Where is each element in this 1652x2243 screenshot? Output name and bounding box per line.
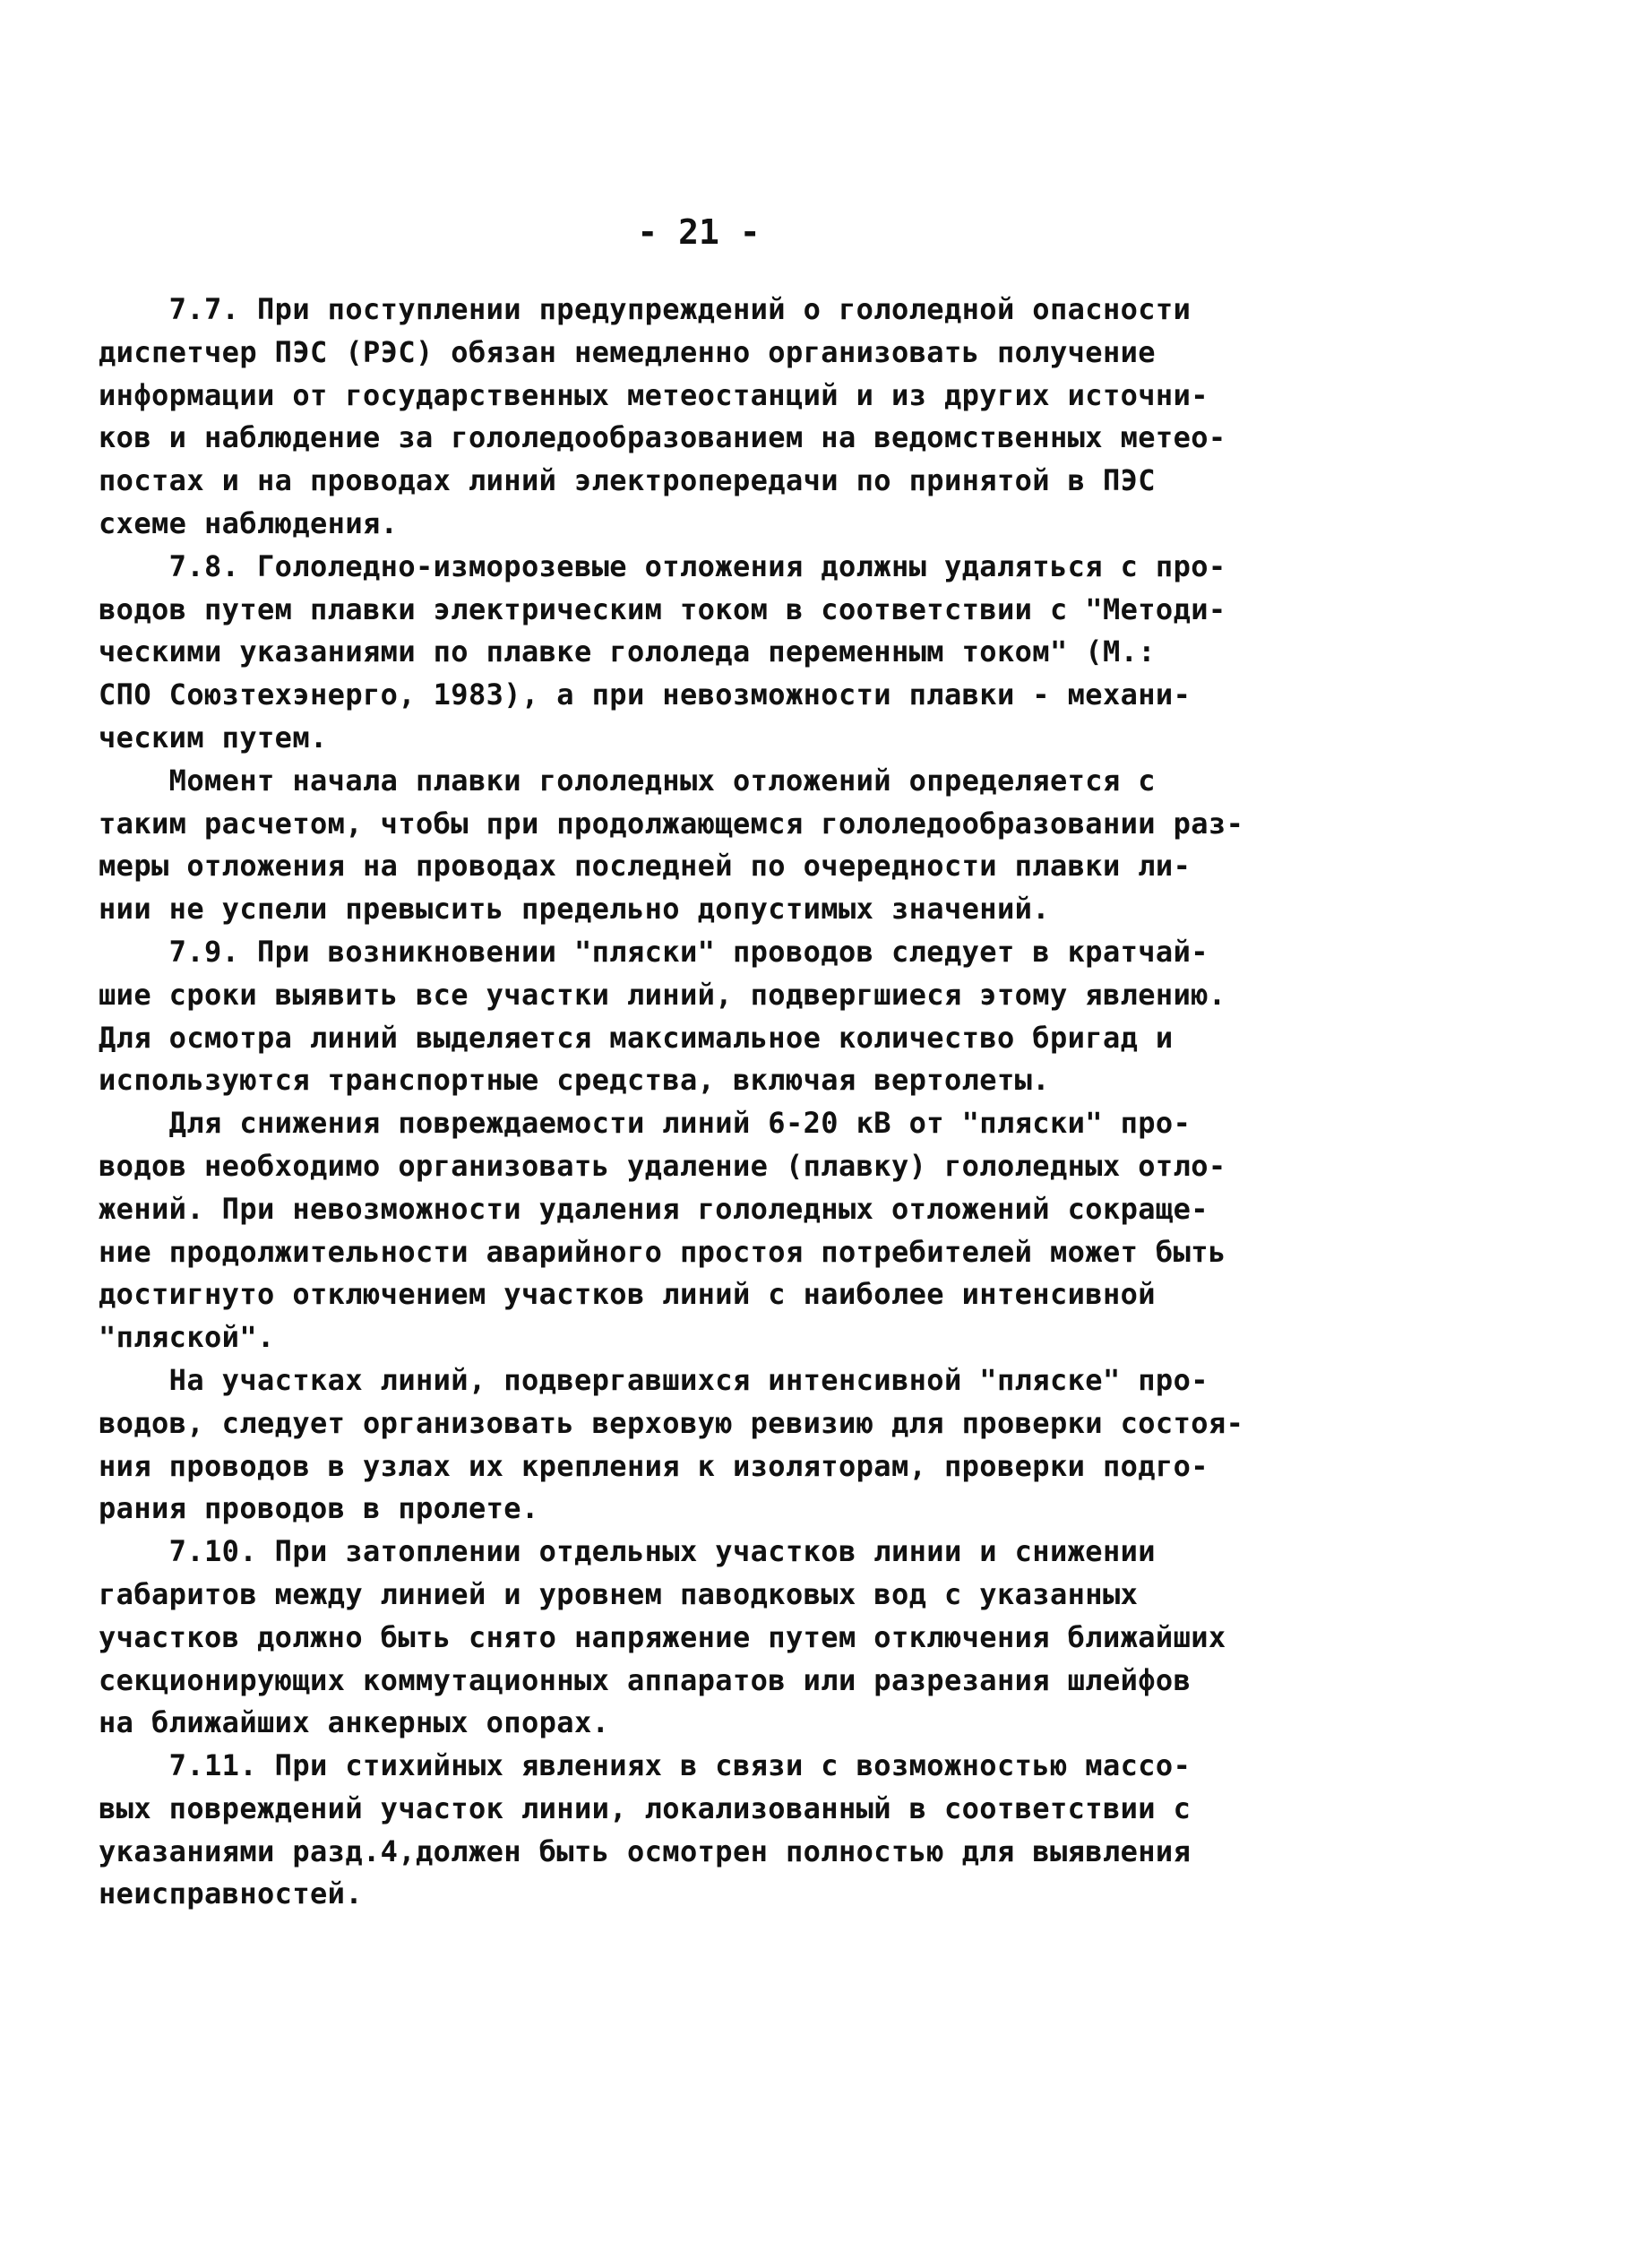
text-line: 7.7. При поступлении предупреждений о гололедной опасности <box>99 292 1192 326</box>
text-line: 7.11. При стихийных явлениях в связи с возможностью массо- <box>99 1748 1192 1783</box>
text-line: диспетчер ПЭС (РЭС) обязан немедленно организовать получение <box>99 334 1156 369</box>
text-line: шие сроки выявить все участки линий, подвергшиеся этому явлению. <box>99 977 1226 1012</box>
text-line: информации от государственных метеостанций и из других источни- <box>99 377 1209 412</box>
text-line: водов, следует организовать верховую ревизию для проверки состоя- <box>99 1405 1244 1440</box>
text-line: жений. При невозможности удаления гололедных отложений сокраще- <box>99 1191 1209 1226</box>
body-text <box>99 289 1263 1916</box>
text-line: используются транспортные средства, включая вертолеты. <box>99 1063 1050 1098</box>
text-line: габаритов между линией и уровнем паводковых вод с указанных <box>99 1576 1139 1611</box>
text-line: Момент начала плавки гололедных отложений определяется с <box>99 763 1156 798</box>
text-line: постах и на проводах линий электропередачи по принятой в ПЭС <box>99 463 1156 498</box>
text-line: На участках линий, подвергавшихся интенсивной "пляске" про- <box>99 1362 1209 1397</box>
text-line: водов необходимо организовать удаление (плавку) гололедных отло- <box>99 1148 1226 1183</box>
text-line: ческими указаниями по плавке гололеда переменным током" (М.: <box>99 634 1156 669</box>
text-line: рания проводов в пролете. <box>99 1491 539 1526</box>
text-line: Для осмотра линий выделяется максимальное количество бригад и <box>99 1020 1174 1055</box>
text-line: таким расчетом, чтобы при продолжающемся гололедообразовании раз- <box>99 806 1244 841</box>
text-line: неисправностей. <box>99 1876 363 1911</box>
text-line: ния проводов в узлах их крепления к изоляторам, проверки подго- <box>99 1448 1209 1483</box>
text-line: вых повреждений участок линии, локализованный в соответствии с <box>99 1790 1192 1825</box>
text-line: секционирующих коммутационных аппаратов или разрезания шлейфов <box>99 1662 1192 1697</box>
page-number: - 21 - <box>637 212 761 252</box>
text-line: 7.10. При затоплении отдельных участков линии и снижении <box>99 1534 1156 1569</box>
text-line: на ближайших анкерных опорах. <box>99 1705 610 1740</box>
text-line: ческим путем. <box>99 720 328 755</box>
text-line: схеме наблюдения. <box>99 505 399 540</box>
text-line: ние продолжительности аварийного простоя потребителей может быть <box>99 1234 1226 1269</box>
text-line: 7.8. Гололедно-изморозевые отложения должны удаляться с про- <box>99 548 1226 583</box>
text-line: нии не успели превысить предельно допустимых значений. <box>99 892 1050 927</box>
text-line: участков должно быть снято напряжение путем отключения ближайших <box>99 1619 1226 1654</box>
text-line: СПО Союзтехэнерго, 1983), а при невозможности плавки - механи- <box>99 677 1192 712</box>
text-line: указаниями разд.4,должен быть осмотрен полностью для выявления <box>99 1833 1192 1868</box>
text-line: ков и наблюдение за гололедообразованием на ведомственных метео- <box>99 420 1226 455</box>
text-line: 7.9. При возникновении "пляски" проводов следует в кратчай- <box>99 934 1209 969</box>
text-line: "пляской". <box>99 1320 275 1355</box>
text-line: меры отложения на проводах последней по очередности плавки ли- <box>99 849 1192 884</box>
text-line: водов путем плавки электрическим током в соответствии с "Методи- <box>99 591 1226 626</box>
text-line: Для снижения повреждаемости линий 6-20 кВ от "пляски" про- <box>99 1106 1192 1141</box>
text-line: достигнуто отключением участков линий с наиболее интенсивной <box>99 1277 1156 1312</box>
